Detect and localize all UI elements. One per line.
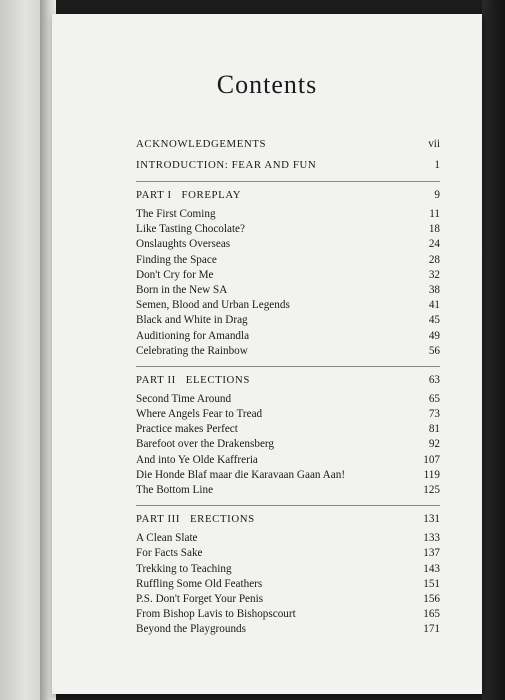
chapter-row	[136, 623, 440, 638]
part-heading-row	[136, 189, 440, 205]
chapter-title: Born in the New SA	[136, 283, 228, 296]
chapter-title: Practice makes Perfect	[136, 423, 238, 436]
chapter-row	[136, 563, 440, 578]
part-heading-row	[136, 374, 440, 390]
toc-page-number: 119	[423, 468, 440, 481]
toc-page-number: 38	[428, 283, 440, 296]
chapter-row	[136, 454, 440, 469]
toc-page-number: 9	[434, 189, 440, 201]
chapter-title: For Facts Sake	[136, 547, 203, 560]
background-edge	[482, 0, 505, 700]
toc-page-number: 107	[423, 453, 440, 466]
toc-page-number: 32	[428, 268, 440, 281]
part-heading: PART III ERECTIONS	[136, 513, 255, 526]
chapter-title: P.S. Don't Forget Your Penis	[136, 592, 264, 605]
section-divider	[136, 181, 440, 182]
chapter-row	[136, 330, 440, 345]
toc-page-number: 125	[423, 484, 440, 496]
toc-page-number: 81	[428, 423, 440, 436]
chapter-title: And into Ye Olde Kaffreria	[136, 453, 258, 466]
chapter-title: Trekking to Teaching	[136, 562, 232, 575]
toc-page-number: 28	[428, 253, 440, 266]
section-divider	[136, 505, 440, 506]
chapter-row	[136, 469, 440, 484]
chapter-row	[136, 484, 440, 499]
toc-page-number: 73	[428, 408, 440, 421]
chapter-row	[136, 578, 440, 593]
chapter-row	[136, 238, 440, 253]
toc-page-number: 92	[428, 438, 440, 451]
chapter-row	[136, 423, 440, 438]
page-title: Contents	[216, 70, 318, 99]
toc-page-number: 63	[428, 373, 440, 386]
toc-page-number: 171	[423, 623, 440, 636]
chapter-title: The First Coming	[136, 208, 216, 220]
chapter-row	[136, 269, 440, 284]
toc-page-number: 131	[423, 513, 440, 526]
table-of-contents	[136, 138, 440, 639]
part-heading-row	[136, 513, 440, 529]
chapter-title: Ruffling Some Old Feathers	[136, 577, 263, 590]
chapter-row	[136, 208, 440, 223]
toc-page-number: 49	[428, 329, 440, 342]
chapter-row	[136, 345, 440, 360]
toc-page-number: 151	[423, 577, 440, 590]
toc-page-number: 24	[428, 238, 440, 251]
chapter-title: Onslaughts Overseas	[136, 238, 231, 251]
toc-page-number: 137	[423, 547, 440, 560]
part-heading: PART II ELECTIONS	[136, 373, 250, 386]
chapter-row	[136, 547, 440, 562]
toc-label: ACKNOWLEDGEMENTS	[136, 138, 267, 150]
part-heading: PART I FOREPLAY	[136, 189, 242, 201]
toc-page-number: 45	[428, 314, 440, 327]
toc-page-number: 18	[428, 223, 440, 236]
chapter-title: Barefoot over the Drakensberg	[136, 438, 275, 451]
chapter-title: Finding the Space	[136, 253, 217, 266]
chapter-row	[136, 593, 440, 608]
chapter-row	[136, 254, 440, 269]
toc-label: INTRODUCTION: FEAR AND FUN	[136, 159, 317, 171]
toc-front-row	[136, 138, 440, 154]
chapter-title: Beyond the Playgrounds	[136, 623, 247, 636]
contents-page	[52, 14, 482, 694]
chapter-row	[136, 223, 440, 238]
chapter-title: Celebrating the Rainbow	[136, 344, 248, 357]
toc-page-number: 65	[428, 392, 440, 405]
chapter-row	[136, 314, 440, 329]
chapter-row	[136, 438, 440, 453]
chapter-title: Where Angels Fear to Tread	[136, 408, 263, 421]
chapter-title: Auditioning for Amandla	[136, 329, 250, 342]
chapter-title: Second Time Around	[136, 392, 232, 405]
toc-front-row	[136, 159, 440, 175]
chapter-row	[136, 408, 440, 423]
toc-page-number: 156	[423, 592, 440, 605]
chapter-title: Don't Cry for Me	[136, 268, 214, 281]
chapter-title: From Bishop Lavis to Bishopscourt	[136, 608, 296, 621]
toc-page-number: 143	[423, 562, 440, 575]
toc-page-number: 165	[423, 608, 440, 621]
chapter-row	[136, 608, 440, 623]
chapter-title: Black and White in Drag	[136, 314, 248, 327]
toc-page-number: 41	[428, 299, 440, 312]
toc-page-number: 1	[434, 159, 440, 171]
chapter-row	[136, 393, 440, 408]
chapter-row	[136, 284, 440, 299]
chapter-title: Semen, Blood and Urban Legends	[136, 299, 290, 312]
chapter-row	[136, 299, 440, 314]
toc-page-number: 56	[428, 344, 440, 357]
toc-page-number: 133	[423, 532, 440, 545]
chapter-title: A Clean Slate	[136, 532, 198, 545]
chapter-title: Like Tasting Chocolate?	[136, 223, 245, 236]
chapter-title: The Bottom Line	[136, 484, 214, 496]
section-divider	[136, 366, 440, 367]
chapter-row	[136, 532, 440, 547]
chapter-title: Die Honde Blaf maar die Karavaan Gaan Aan!	[136, 468, 346, 481]
toc-page-number: vii	[428, 138, 440, 150]
toc-page-number: 11	[429, 208, 440, 220]
